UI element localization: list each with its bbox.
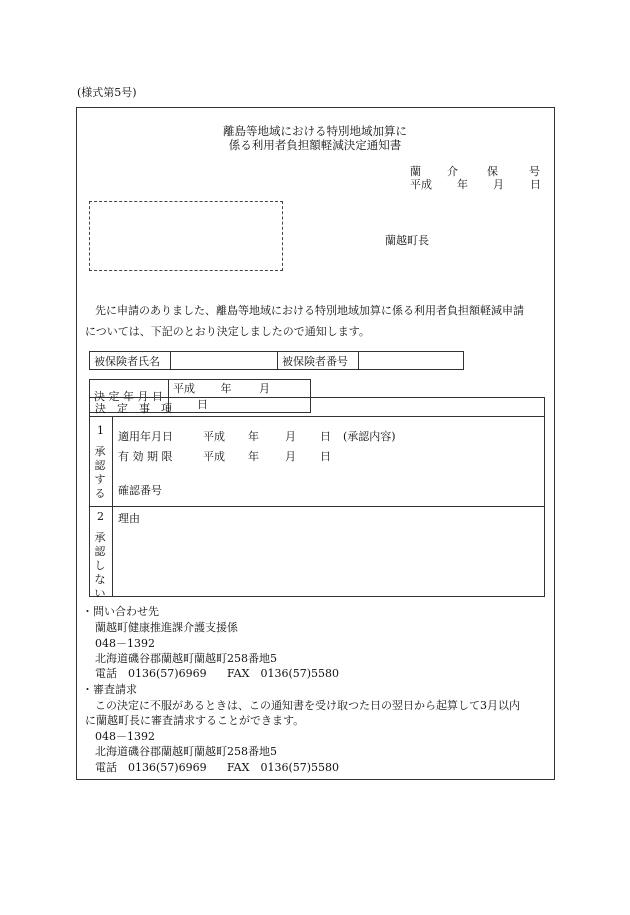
decision-matters-header: 決 定 事 項: [95, 402, 172, 415]
review-address: 北海道磯谷郡蘭越町蘭越町258番地5: [95, 745, 277, 758]
approval-content-note: (承認内容): [343, 430, 396, 443]
valid-period-tsuki: 月: [285, 450, 296, 463]
review-postal-code: 048－1392: [95, 730, 155, 743]
doc-number-kai: 介: [447, 165, 458, 178]
doc-number-ran: 蘭: [410, 165, 421, 178]
inquiry-postal-code: 048－1392: [95, 637, 155, 650]
review-request-heading: ・審査請求: [82, 683, 137, 696]
decision-date-hi: 日: [197, 398, 208, 411]
insured-name-label: 被保険者氏名: [90, 352, 171, 370]
decision-date-label: 決 定 年 月 日: [90, 380, 169, 413]
applied-date-tsuki: 月: [285, 430, 296, 443]
review-fax: FAX 0136(57)5580: [227, 761, 340, 774]
applied-date-nen: 年: [248, 430, 259, 443]
decision-date-tsuki: 月: [259, 382, 270, 395]
intro-line2: については、下記のとおり決定しましたので通知します。: [85, 325, 370, 338]
confirmation-number-label: 確認番号: [118, 484, 162, 497]
approve-deny-divider: [89, 506, 545, 507]
inquiry-telephone: 電話 0136(57)6969: [95, 667, 207, 680]
inquiry-address: 北海道磯谷郡蘭越町蘭越町258番地5: [95, 652, 277, 665]
form-number-label: (様式第5号): [77, 86, 137, 99]
review-telephone: 電話 0136(57)6969: [95, 761, 207, 774]
document-title-line2: 係る利用者負担額軽減決定通知書: [228, 138, 402, 152]
decision-date-nen: 年: [220, 382, 232, 395]
issue-date-tsuki: 月: [493, 178, 504, 191]
intro-line1: 先に申請のありました、離島等地域における特別地域加算に係る利用者負担額軽減申請: [95, 304, 524, 317]
mayor-signature: 蘭越町長: [385, 234, 429, 247]
issue-date-hi: 日: [530, 178, 541, 191]
deny-reason-label: 理由: [118, 512, 140, 525]
issue-date-heisei: 平成: [410, 178, 432, 191]
insured-number-field[interactable]: [359, 352, 464, 370]
inquiry-fax: FAX 0136(57)5580: [227, 667, 340, 680]
decision-header-divider: [89, 416, 545, 417]
valid-period-nen: 年: [248, 450, 259, 463]
decision-date-heisei: 平成: [173, 382, 195, 395]
applied-date-heisei: 平成: [203, 430, 225, 443]
insured-name-field[interactable]: [171, 352, 278, 370]
insured-number-label: 被保険者番号: [278, 352, 359, 370]
approve-number: 1: [97, 424, 104, 437]
inquiry-heading: ・問い合わせ先: [82, 605, 159, 618]
valid-period-hi: 日: [320, 450, 331, 463]
doc-number-ho: 保: [487, 165, 498, 178]
doc-number-go: 号: [529, 165, 540, 178]
review-text-line2: に蘭越町長に審査請求することができます。: [85, 714, 305, 727]
review-text-line1: この決定に不服があるときは、この通知書を受け取つた日の翌日から起算して3月以内: [95, 699, 520, 712]
address-window-box: [89, 201, 283, 271]
applied-date-hi: 日: [320, 430, 331, 443]
applied-date-label: 適用年月日: [118, 430, 173, 443]
inquiry-department: 蘭越町健康推進課介護支援係: [95, 621, 238, 634]
deny-vertical-label: 承認しない: [94, 531, 106, 600]
valid-period-label: 有 効 期 限: [118, 450, 173, 463]
insured-table: [89, 351, 464, 370]
valid-period-heisei: 平成: [203, 450, 225, 463]
deny-number: 2: [97, 510, 104, 523]
document-title-line1: 離島等地域における特別地域加算に: [223, 124, 407, 138]
issue-date-nen: 年: [457, 178, 468, 191]
approve-vertical-label: 承認する: [94, 445, 106, 500]
